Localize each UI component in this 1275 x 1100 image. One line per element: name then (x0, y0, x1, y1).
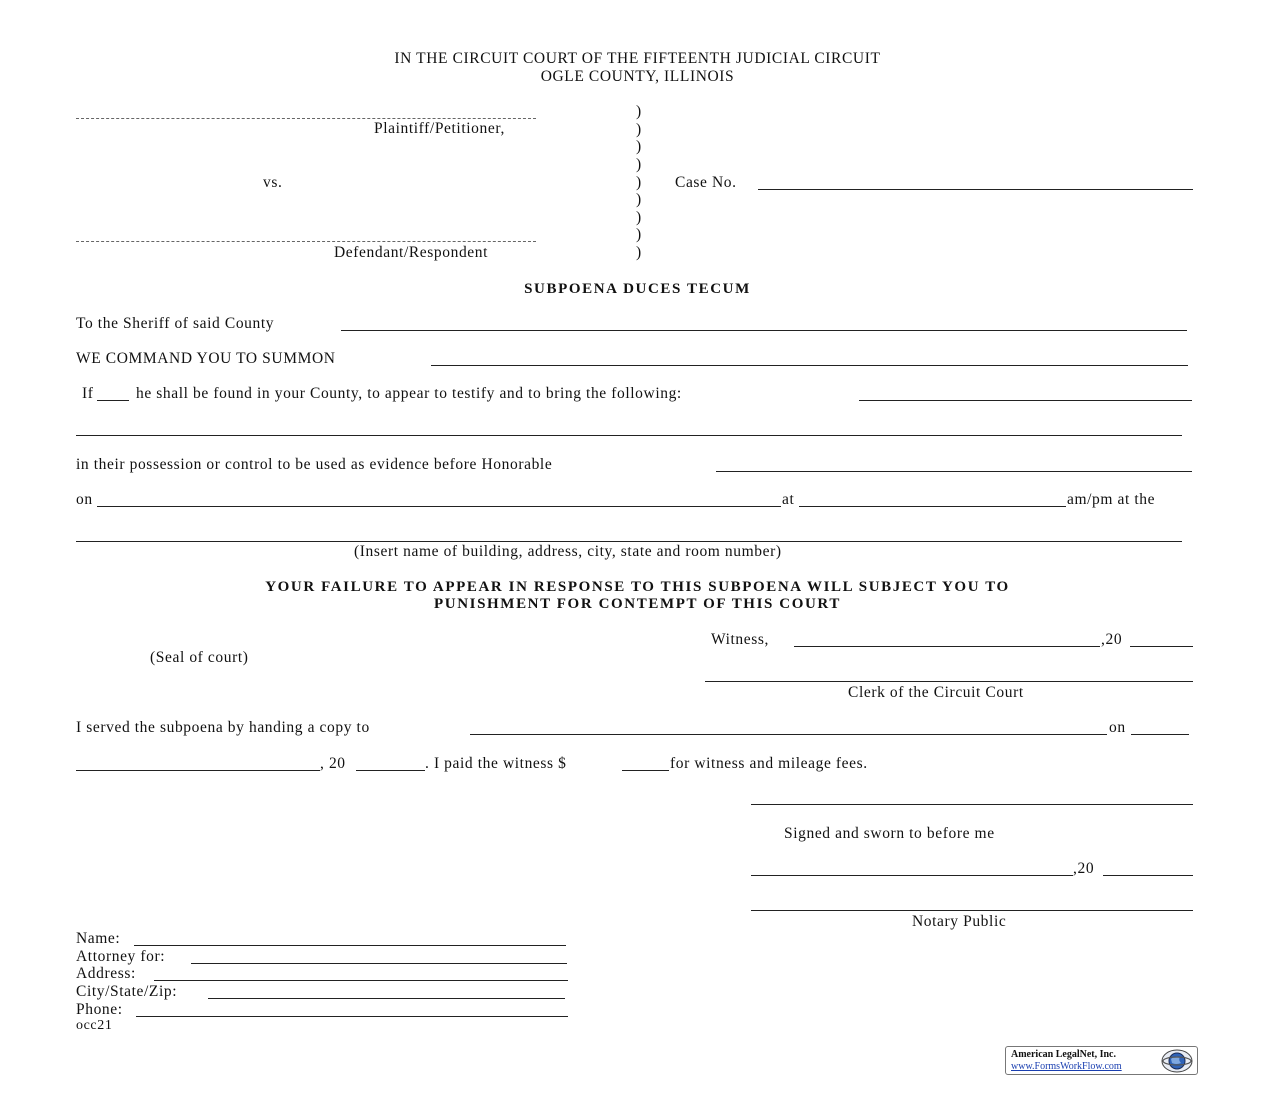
sheriff-label: To the Sheriff of said County (76, 315, 275, 332)
caption-paren: ) (636, 244, 642, 261)
served-day-field[interactable] (76, 770, 320, 771)
clerk-label: Clerk of the Circuit Court (848, 684, 1024, 701)
caption-paren: ) (636, 191, 642, 208)
notary-label: Notary Public (912, 913, 1007, 930)
plaintiff-name-line[interactable] (76, 118, 536, 119)
appearance-date-field[interactable] (97, 506, 781, 507)
american-legalnet-logo[interactable] (1005, 1046, 1198, 1075)
served-person-field[interactable] (470, 734, 1107, 735)
witness-year-field[interactable] (1130, 646, 1193, 647)
at-label: at (782, 491, 795, 508)
document-title: SUBPOENA DUCES TECUM (524, 281, 751, 297)
caption-paren: ) (636, 121, 642, 138)
sworn-year-field[interactable] (1103, 875, 1193, 876)
seal-of-court: (Seal of court) (150, 649, 249, 666)
attorney-for-label: Attorney for: (76, 948, 166, 965)
address-label: Address: (76, 965, 136, 982)
county-name: OGLE COUNTY, ILLINOIS (540, 68, 735, 85)
defendant-label: Defendant/Respondent (334, 244, 489, 261)
location-field[interactable] (76, 541, 1182, 542)
vs-label: vs. (263, 174, 283, 191)
server-signature-line[interactable] (751, 804, 1193, 805)
location-instruction: (Insert name of building, address, city, state and room number) (354, 543, 782, 560)
address-field[interactable] (154, 980, 568, 981)
clerk-signature-line[interactable] (705, 681, 1193, 682)
honorable-label: in their possession or control to be used as evidence before Honorable (76, 456, 553, 473)
appearance-time-field[interactable] (799, 506, 1066, 507)
case-number-field[interactable] (758, 189, 1193, 190)
caption-paren: ) (636, 209, 642, 226)
case-number-label: Case No. (675, 174, 737, 191)
summon-field[interactable] (431, 365, 1188, 366)
logo-company-name: American LegalNet, Inc. (1011, 1049, 1116, 1060)
form-code: occ21 (76, 1018, 113, 1033)
attorney-name-label: Name: (76, 930, 121, 947)
bring-following-label: he shall be found in your County, to appear to testify and to bring the following: (136, 385, 682, 402)
contempt-warning-line1: YOUR FAILURE TO APPEAR IN RESPONSE TO THIS SUBPOENA WILL SUBJECT YOU TO (265, 579, 1010, 595)
sworn-year-prefix: ,20 (1073, 860, 1095, 877)
items-field[interactable] (859, 400, 1192, 401)
fee-amount-field[interactable] (622, 770, 669, 771)
served-on-label: on (1109, 719, 1126, 736)
caption-paren: ) (636, 138, 642, 155)
paid-label: . I paid the witness $ (425, 755, 567, 772)
sheriff-field[interactable] (341, 330, 1187, 331)
globe-icon (1159, 1048, 1195, 1074)
served-year-prefix: , 20 (320, 755, 346, 772)
ampm-label: am/pm at the (1067, 491, 1156, 508)
served-month-field[interactable] (1131, 734, 1189, 735)
pronoun-field[interactable] (97, 400, 129, 401)
witness-date-field[interactable] (794, 646, 1100, 647)
defendant-name-line[interactable] (76, 241, 536, 242)
witness-label: Witness, (711, 631, 769, 648)
notary-signature-line[interactable] (751, 910, 1193, 911)
plaintiff-label: Plaintiff/Petitioner, (374, 120, 505, 137)
attorney-for-field[interactable] (191, 963, 567, 964)
caption-paren: ) (636, 226, 642, 243)
judge-name-field[interactable] (716, 471, 1192, 472)
city-state-zip-field[interactable] (208, 998, 565, 999)
sworn-date-field[interactable] (751, 875, 1073, 876)
caption-paren: ) (636, 174, 642, 191)
caption-paren: ) (636, 156, 642, 173)
contempt-warning-line2: PUNISHMENT FOR CONTEMPT OF THIS COURT (434, 596, 841, 612)
on-label: on (76, 491, 93, 508)
sworn-label: Signed and sworn to before me (784, 825, 995, 842)
fees-label: for witness and mileage fees. (670, 755, 868, 772)
phone-label: Phone: (76, 1001, 123, 1018)
if-label: If (82, 385, 94, 402)
summon-label: WE COMMAND YOU TO SUMMON (76, 350, 336, 367)
court-name: IN THE CIRCUIT COURT OF THE FIFTEENTH JUDICIAL CIRCUIT (394, 50, 881, 67)
attorney-name-field[interactable] (134, 945, 566, 946)
logo-website-link[interactable]: www.FormsWorkFlow.com (1011, 1061, 1122, 1072)
served-year-field[interactable] (356, 770, 425, 771)
phone-field[interactable] (136, 1016, 568, 1017)
caption-paren: ) (636, 103, 642, 120)
served-label: I served the subpoena by handing a copy to (76, 719, 370, 736)
witness-year-prefix: ,20 (1101, 631, 1123, 648)
city-state-zip-label: City/State/Zip: (76, 983, 178, 1000)
items-field-continued[interactable] (76, 435, 1182, 436)
